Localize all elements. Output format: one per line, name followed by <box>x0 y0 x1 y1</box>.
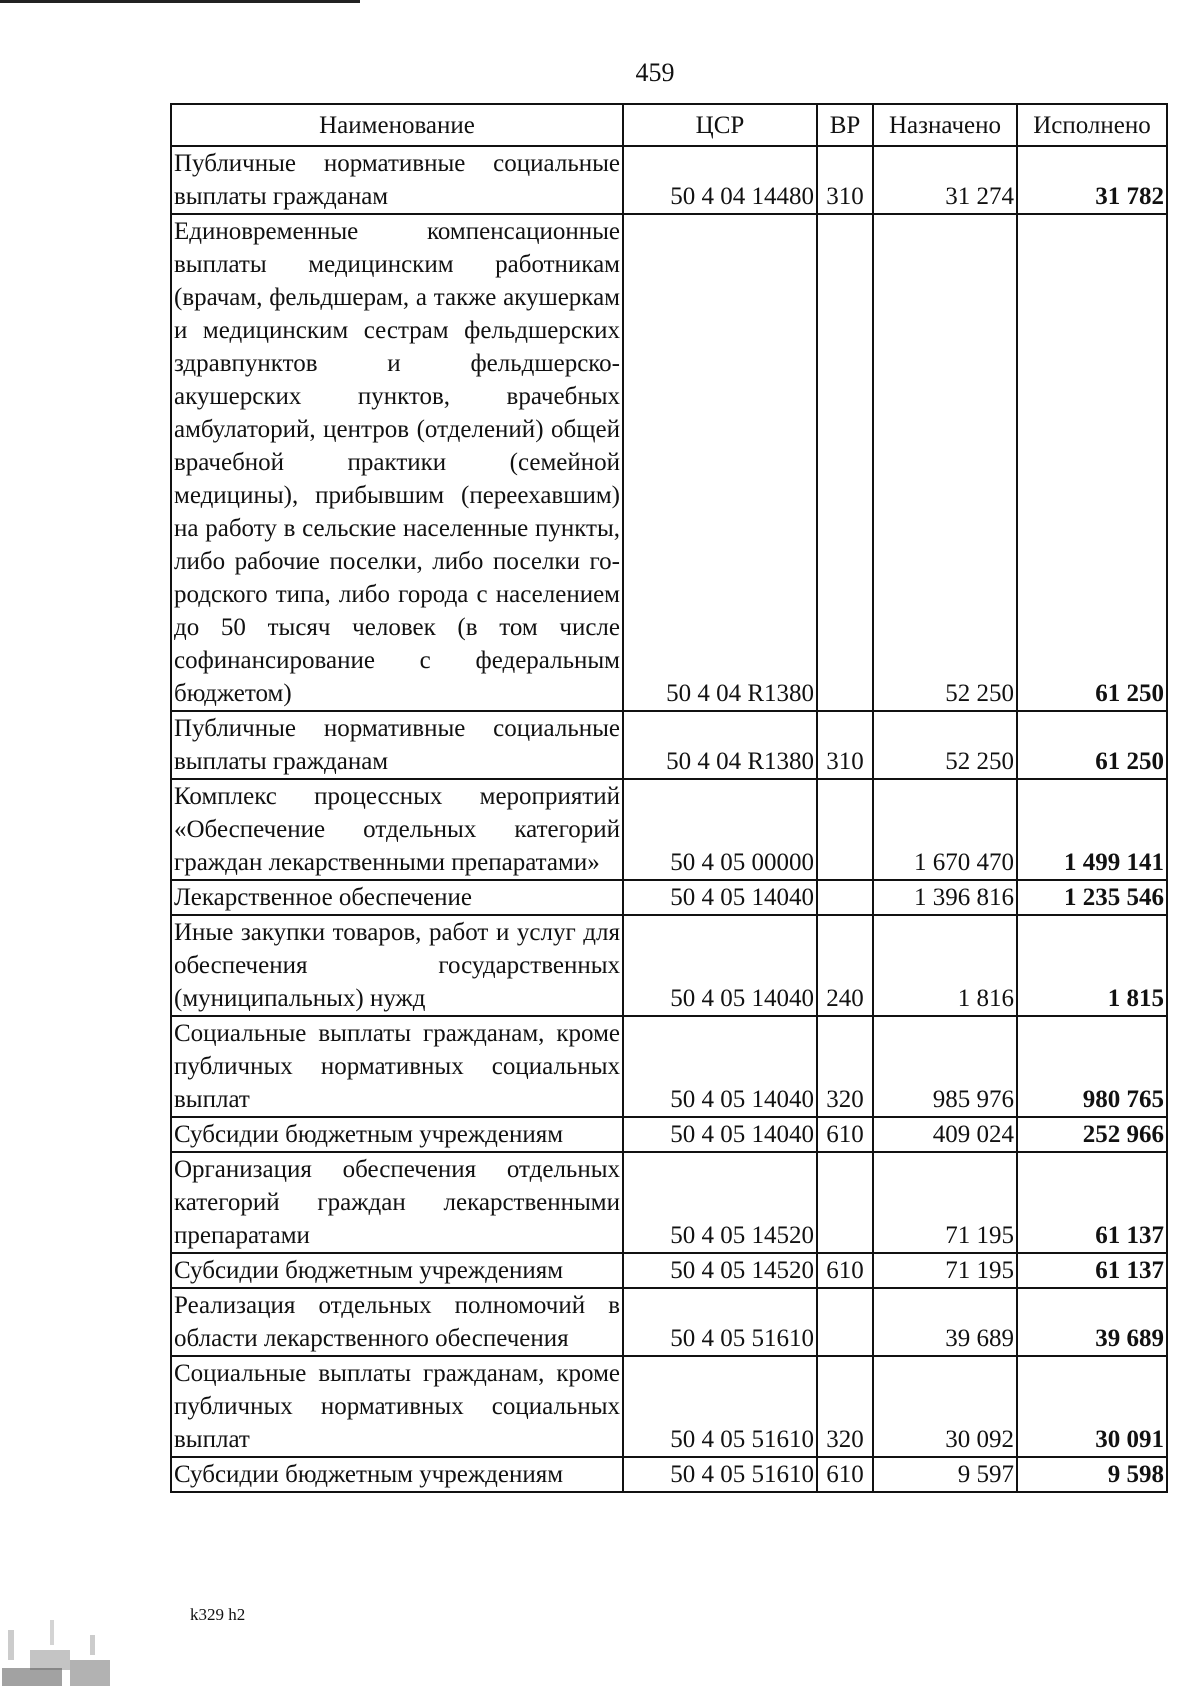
cell-assigned: 52 250 <box>873 711 1017 779</box>
cell-assigned: 71 195 <box>873 1253 1017 1288</box>
cell-vr: 310 <box>817 146 873 214</box>
table-row <box>171 1152 1167 1253</box>
cell-name: Субсидии бюджетным учреждениям <box>171 1117 623 1152</box>
cell-csr: 50 4 05 51610 <box>623 1356 817 1457</box>
table-row <box>171 880 1167 915</box>
cell-assigned: 30 092 <box>873 1356 1017 1457</box>
cell-csr: 50 4 05 14520 <box>623 1253 817 1288</box>
cell-vr <box>817 779 873 880</box>
cell-csr: 50 4 05 14040 <box>623 880 817 915</box>
cell-assigned: 39 689 <box>873 1288 1017 1356</box>
cell-csr: 50 4 04 R1380 <box>623 214 817 711</box>
table-row <box>171 146 1167 214</box>
top-edge-rule <box>0 0 360 3</box>
table-row <box>171 1016 1167 1117</box>
cell-csr: 50 4 05 14040 <box>623 1117 817 1152</box>
cell-executed: 31 782 <box>1017 146 1167 214</box>
cell-executed: 1 815 <box>1017 915 1167 1016</box>
table-row <box>171 711 1167 779</box>
cell-name: Публичные нормативные социальные выплаты гражданам <box>171 146 623 214</box>
cell-name: Субсидии бюджетным учреждениям <box>171 1457 623 1492</box>
cell-csr: 50 4 05 14040 <box>623 1016 817 1117</box>
cell-name: Организация обеспечения отдельных категорий граждан лекарственными препаратами <box>171 1152 623 1253</box>
cell-executed: 61 250 <box>1017 214 1167 711</box>
cell-vr <box>817 1152 873 1253</box>
cell-csr: 50 4 05 14040 <box>623 915 817 1016</box>
cell-vr: 310 <box>817 711 873 779</box>
header-executed: Исполнено <box>1017 104 1167 146</box>
cell-csr: 50 4 04 R1380 <box>623 711 817 779</box>
scan-artifact <box>0 1590 115 1686</box>
document-code: k329 h2 <box>190 1605 246 1624</box>
cell-executed: 39 689 <box>1017 1288 1167 1356</box>
table-row <box>171 1288 1167 1356</box>
budget-table <box>170 103 1168 1493</box>
cell-assigned: 409 024 <box>873 1117 1017 1152</box>
cell-executed: 61 137 <box>1017 1253 1167 1288</box>
table-row <box>171 1356 1167 1457</box>
table-row <box>171 1457 1167 1492</box>
table-row <box>171 779 1167 880</box>
cell-name: Иные закупки товаров, работ и услуг для обеспечения государственных (муниципальных) нужд <box>171 915 623 1016</box>
cell-executed: 1 499 141 <box>1017 779 1167 880</box>
cell-executed: 30 091 <box>1017 1356 1167 1457</box>
table-body <box>171 146 1167 1492</box>
cell-executed: 61 137 <box>1017 1152 1167 1253</box>
cell-vr <box>817 214 873 711</box>
cell-name: Социальные выплаты гражданам, кроме публичных нормативных социальных выплат <box>171 1356 623 1457</box>
header-vr: ВР <box>817 104 873 146</box>
header-assigned: Назначено <box>873 104 1017 146</box>
page-number: 459 <box>635 58 675 87</box>
cell-assigned: 9 597 <box>873 1457 1017 1492</box>
cell-executed: 252 966 <box>1017 1117 1167 1152</box>
table-row <box>171 915 1167 1016</box>
cell-assigned: 71 195 <box>873 1152 1017 1253</box>
table-row <box>171 1253 1167 1288</box>
header-name: Наименование <box>171 104 623 146</box>
cell-executed: 61 250 <box>1017 711 1167 779</box>
cell-executed: 1 235 546 <box>1017 880 1167 915</box>
cell-csr: 50 4 04 14480 <box>623 146 817 214</box>
cell-name: Публичные нормативные социальные выплаты гражданам <box>171 711 623 779</box>
cell-vr: 610 <box>817 1457 873 1492</box>
cell-assigned: 31 274 <box>873 146 1017 214</box>
cell-vr <box>817 1288 873 1356</box>
cell-vr: 610 <box>817 1117 873 1152</box>
cell-name: Лекарственное обеспечение <box>171 880 623 915</box>
cell-executed: 9 598 <box>1017 1457 1167 1492</box>
cell-csr: 50 4 05 14520 <box>623 1152 817 1253</box>
cell-assigned: 1 670 470 <box>873 779 1017 880</box>
table-row <box>171 214 1167 711</box>
cell-csr: 50 4 05 51610 <box>623 1457 817 1492</box>
cell-assigned: 1 816 <box>873 915 1017 1016</box>
cell-vr <box>817 880 873 915</box>
cell-assigned: 985 976 <box>873 1016 1017 1117</box>
table-row <box>171 1117 1167 1152</box>
cell-vr: 320 <box>817 1016 873 1117</box>
cell-vr: 320 <box>817 1356 873 1457</box>
cell-executed: 980 765 <box>1017 1016 1167 1117</box>
cell-name: Реализация отдельных полномочий в области лекарственного обеспечения <box>171 1288 623 1356</box>
cell-name: Комплекс процессных мероприятий «Обеспечение отдельных категорий граждан лекарственными препаратами» <box>171 779 623 880</box>
cell-csr: 50 4 05 00000 <box>623 779 817 880</box>
cell-vr: 610 <box>817 1253 873 1288</box>
cell-vr: 240 <box>817 915 873 1016</box>
cell-name: Социальные выплаты гражданам, кроме публичных нормативных социальных выплат <box>171 1016 623 1117</box>
cell-assigned: 52 250 <box>873 214 1017 711</box>
cell-name: Единовременные компенсационные выплаты медицинским работникам (врачам, фельдшерам, а также акушеркам и медицинским сестрам фельдшерских здравпунктов и фельдшерско-акушерских пунктов, врачебных амбулаторий, центров (отделений) общей врачебной практики (семейной медицины), прибывшим (переехавшим) на работу в сельские населенные пункты, либо рабочие поселки, либо поселки городского типа, либо города с населением до 50 тысяч человек (в том числе софинансирование с федеральным бюджетом) <box>171 214 623 711</box>
cell-csr: 50 4 05 51610 <box>623 1288 817 1356</box>
cell-assigned: 1 396 816 <box>873 880 1017 915</box>
cell-name: Субсидии бюджетным учреждениям <box>171 1253 623 1288</box>
header-csr: ЦСР <box>623 104 817 146</box>
table-header-row <box>171 104 1167 146</box>
